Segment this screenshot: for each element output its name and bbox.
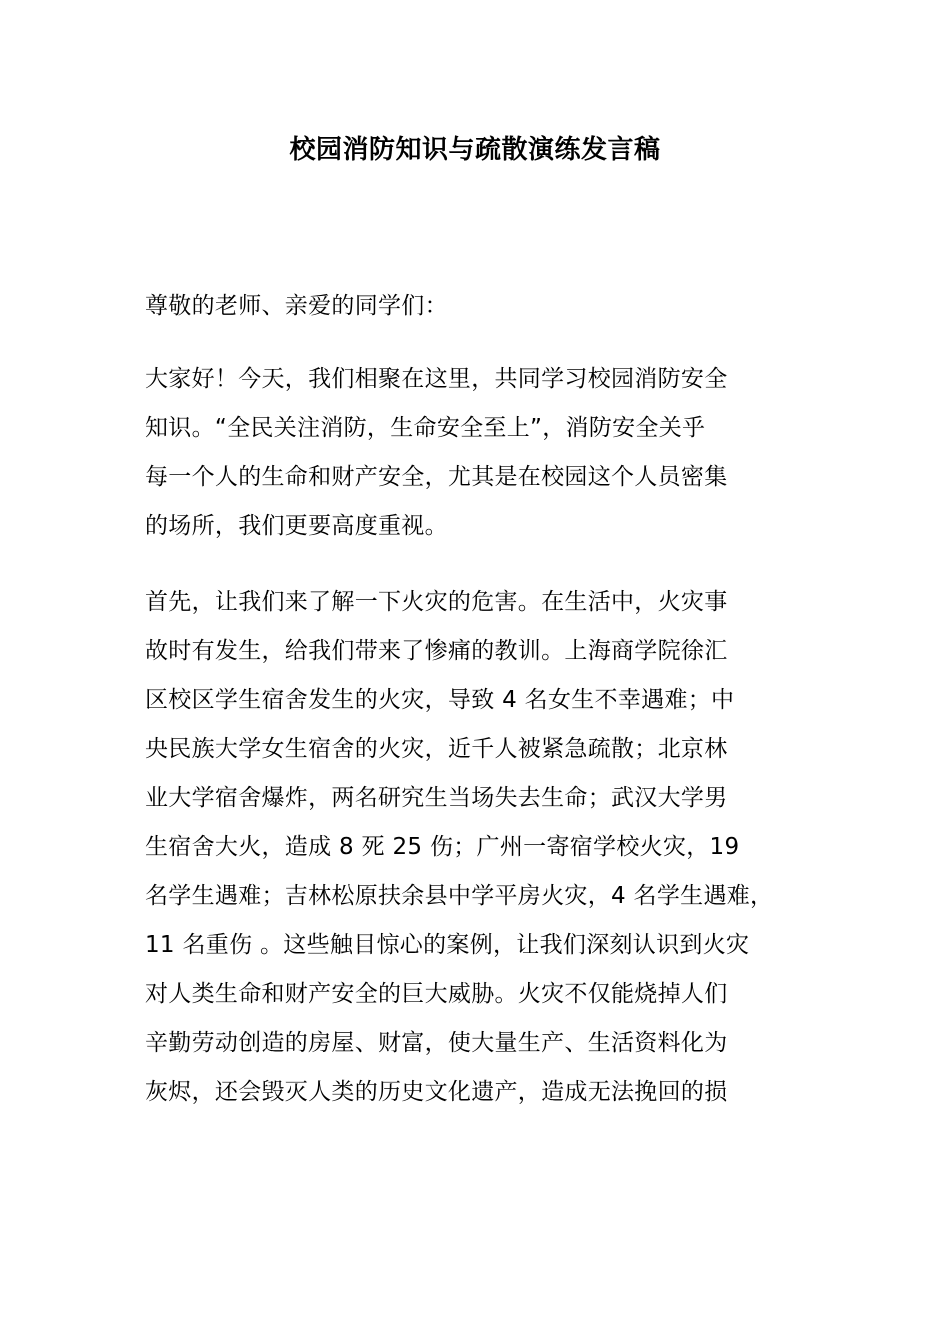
paragraph-line: 大家好！今天，我们相聚在这里，共同学习校园消防安全	[145, 366, 728, 392]
paragraph-line: 对人类生命和财产安全的巨大威胁。火灾不仅能烧掉人们	[145, 981, 728, 1007]
paragraph-line: 灰烬，还会毁灭人类的历史文化遗产，造成无法挽回的损	[145, 1079, 728, 1105]
paragraph-2	[145, 578, 845, 1117]
paragraph-line: 知识。“全民关注消防，生命安全至上”，消防安全关乎	[145, 415, 706, 441]
paragraph-line: 业大学宿舍爆炸，两名研究生当场失去生命；武汉大学男	[145, 785, 728, 811]
paragraph-line: 生宿舍大火，造成 8 死 25 伤；广州一寄宿学校火灾，19	[145, 834, 740, 860]
greeting-line: 尊敬的老师、亲爱的同学们：	[145, 293, 448, 319]
document-title: 校园消防知识与疏散演练发言稿	[289, 135, 661, 165]
paragraph-line: 每一个人的生命和财产安全，尤其是在校园这个人员密集	[145, 464, 728, 490]
paragraph-line: 故时有发生，给我们带来了惨痛的教训。上海商学院徐汇	[145, 638, 728, 664]
paragraph-line: 区校区学生宿舍发生的火灾，导致 4 名女生不幸遇难；中	[145, 687, 735, 713]
paragraph-line: 11 名重伤 。这些触目惊心的案例，让我们深刻认识到火灾	[145, 932, 750, 958]
paragraph-line: 的场所，我们更要高度重视。	[145, 513, 448, 539]
greeting-paragraph	[145, 282, 845, 331]
paragraph-line: 辛勤劳动创造的房屋、财富，使大量生产、生活资料化为	[145, 1030, 728, 1056]
paragraph-line: 央民族大学女生宿舍的火灾，近千人被紧急疏散；北京林	[145, 736, 728, 762]
paragraph-line: 名学生遇难；吉林松原扶余县中学平房火灾，4 名学生遇难，	[145, 883, 774, 909]
paragraph-1	[145, 355, 845, 551]
paragraph-line: 首先，让我们来了解一下火灾的危害。在生活中，火灾事	[145, 589, 728, 615]
